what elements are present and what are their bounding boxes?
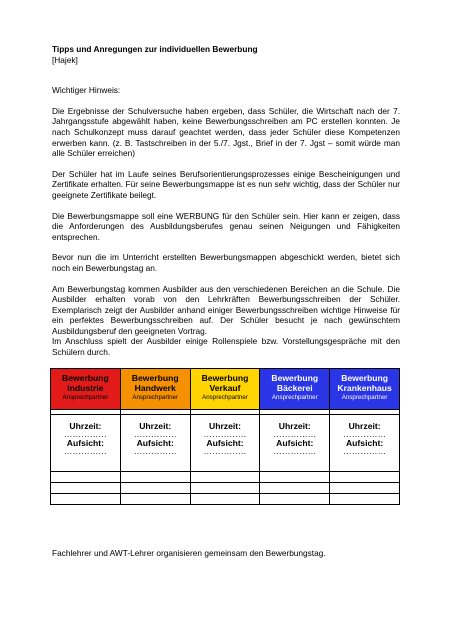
footer-text: Fachlehrer und AWT-Lehrer organisieren gemeinsam den Bewerbungstag. xyxy=(52,548,326,559)
column-header-krankenhaus xyxy=(330,369,400,410)
empty-cell xyxy=(260,472,330,483)
empty-cell xyxy=(51,483,121,494)
empty-cell xyxy=(190,494,260,505)
time-label: Uhrzeit: xyxy=(208,421,241,431)
empty-cell xyxy=(51,472,121,483)
supervision-placeholder: …………… xyxy=(133,446,177,456)
column-header-baeckerei xyxy=(260,369,330,410)
empty-cell xyxy=(120,472,190,483)
schedule-cell xyxy=(120,415,190,472)
empty-cell xyxy=(190,472,260,483)
notice-heading: Wichtiger Hinweis: xyxy=(52,85,121,96)
column-title-line2: Handwerk xyxy=(134,383,176,393)
time-placeholder: …………… xyxy=(133,429,177,439)
paragraph-6: Im Anschluss spielt der Ausbilder einige Rollenspiele bzw. Vorstellungsgespräche mit den Schülern durch. xyxy=(52,336,400,358)
supervision-label: Aufsicht: xyxy=(276,438,314,448)
paragraph-3: Die Bewerbungsmappe soll eine WERBUNG für den Schüler sein. Hier kann er zeigen, dass die Anforderungen des Ausbildungsberufes genau seinen Neigungen und Fähigkeiten entsprechen. xyxy=(52,210,400,242)
column-title-line2: Krankenhaus xyxy=(337,383,392,393)
paragraph-4: Bevor nun die im Unterricht erstellten Bewerbungsmappen abgeschickt werden, bietet sich noch ein Bewerbungstag an. xyxy=(52,252,400,273)
paragraph-5: Am Bewerbungstag kommen Ausbilder aus den verschiedenen Bereichen an die Schule. Die Ausbilder erhalten vorab von den Lehrkräften Bewerbungsschreiben der Schüler. Exemplarisch zeigt der Ausbilder anhand einiger Bewerbungsschreiben wichtige Hinweise für ein perfektes Bewerbungsschreiben auf. Der Schüler besucht je nach gewünschtem Ausbildungsberuf den geeigneten Vortrag. xyxy=(52,283,400,336)
schedule-cell xyxy=(330,415,400,472)
document-title: Tipps und Anregungen zur individuellen Bewerbung xyxy=(52,44,258,54)
empty-cell xyxy=(260,494,330,505)
supervision-placeholder: …………… xyxy=(273,446,317,456)
column-contact: Ansprechpartner xyxy=(62,394,109,401)
empty-cell xyxy=(260,483,330,494)
column-title-line2: Industrie xyxy=(67,383,104,393)
time-placeholder: …………… xyxy=(63,429,107,439)
supervision-label: Aufsicht: xyxy=(66,438,105,448)
paragraph-2: Der Schüler hat im Laufe seines Berufsorientierungsprozesses einige Bescheinigungen und Zertifikate erhalten. Für seine Bewerbungsmappe ist es nun sehr wichtig, dass der Schüler nur geeignete Zertifikate beilegt. xyxy=(52,168,400,200)
author: [Hajek] xyxy=(52,54,78,65)
supervision-placeholder: …………… xyxy=(343,446,387,456)
column-title-line2: Verkauf xyxy=(209,383,241,393)
column-title-line1: Bewerbung xyxy=(341,373,388,383)
empty-cell xyxy=(190,483,260,494)
column-contact: Ansprechpartner xyxy=(202,394,248,401)
column-title-line2: Bäckerei xyxy=(276,383,313,393)
empty-cell xyxy=(120,483,190,494)
supervision-placeholder: …………… xyxy=(203,446,247,456)
supervision-placeholder: …………… xyxy=(63,446,107,456)
column-title-line1: Bewerbung xyxy=(62,373,109,383)
column-header-handwerk xyxy=(120,369,190,410)
time-placeholder: …………… xyxy=(343,429,387,439)
column-contact: Ansprechpartner xyxy=(341,394,388,401)
schedule-cell xyxy=(51,415,121,472)
empty-cell xyxy=(51,494,121,505)
time-label: Uhrzeit: xyxy=(69,421,102,431)
column-contact: Ansprechpartner xyxy=(132,394,179,401)
empty-cell xyxy=(330,472,400,483)
column-contact: Ansprechpartner xyxy=(271,394,318,401)
schedule-cell xyxy=(190,415,260,472)
supervision-label: Aufsicht: xyxy=(206,438,244,448)
empty-cell xyxy=(330,494,400,505)
time-placeholder: …………… xyxy=(273,429,317,439)
time-placeholder: …………… xyxy=(203,429,247,439)
column-header-industrie xyxy=(51,369,121,410)
schedule-cell xyxy=(260,415,330,472)
time-label: Uhrzeit: xyxy=(139,421,172,431)
empty-cell xyxy=(330,483,400,494)
empty-cell xyxy=(120,494,190,505)
supervision-label: Aufsicht: xyxy=(136,438,174,448)
column-title-line1: Bewerbung xyxy=(131,373,179,383)
time-label: Uhrzeit: xyxy=(278,421,311,431)
paragraph-1: Die Ergebnisse der Schulversuche haben ergeben, dass Schüler, die Wirtschaft nach der 7. Jahrgangsstufe abgewählt haben, keine Bewerbungsschreiben am PC erstellen konnten. Je nach Schulkonzept muss darauf geachtet werden, dass jeder Schüler diese Kompetenzen erwerben kann. (z. B. Tastschreiben in der 5./7. Jgst., Brief in der 7. Jgst – somit würde man alle Schüler erreichen) xyxy=(52,105,400,159)
column-title-line1: Bewerbung xyxy=(271,373,319,383)
document-body xyxy=(52,44,400,358)
column-header-verkauf xyxy=(190,369,260,410)
column-title-line1: Bewerbung xyxy=(201,373,249,383)
supervision-label: Aufsicht: xyxy=(345,438,384,448)
time-label: Uhrzeit: xyxy=(348,421,381,431)
schedule-table xyxy=(50,368,400,505)
